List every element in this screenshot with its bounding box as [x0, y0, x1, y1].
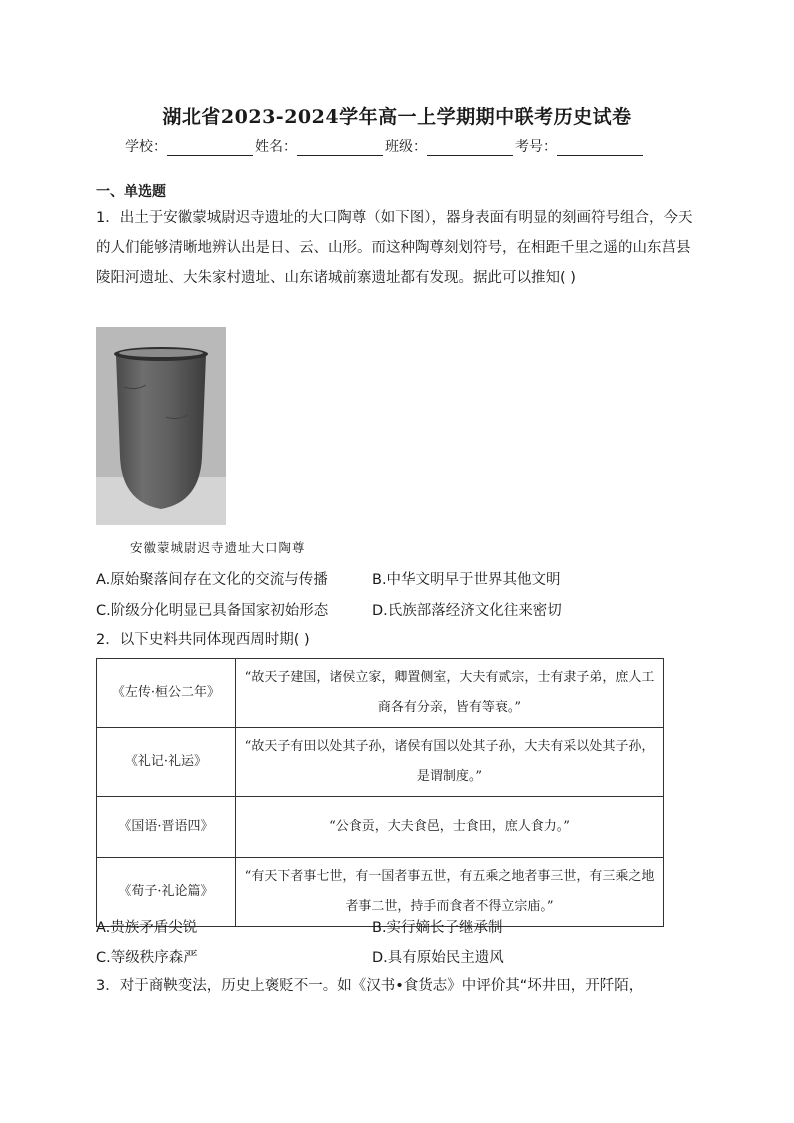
pottery-jar-photo	[96, 327, 226, 525]
table-row	[97, 797, 664, 858]
class-blank[interactable]	[427, 141, 513, 156]
q1-option-b[interactable]: B.中华文明早于世界其他文明	[372, 572, 561, 588]
photo-caption: 安徽蒙城尉迟寺遗址大口陶尊	[130, 540, 306, 555]
table-row	[97, 728, 664, 797]
question-2-text: 2．以下史料共同体现西周时期( )	[96, 632, 310, 648]
source-quote: “故天子有田以处其子孙，诸侯有国以处其子孙，大夫有采以处其子孙，是谓制度。”	[236, 728, 664, 797]
source-table	[96, 658, 664, 927]
source-quote: “公食贡，大夫食邑，士食田，庶人食力。”	[236, 797, 664, 858]
q2-option-d[interactable]: D.具有原始民主遗风	[372, 950, 504, 966]
q2-option-c[interactable]: C.等级秩序森严	[96, 950, 198, 966]
exam-no-label: 考号：	[515, 139, 557, 155]
q2-option-b[interactable]: B.实行嫡长子继承制	[372, 920, 503, 936]
student-info-line	[125, 136, 645, 156]
page-title: 湖北省2023-2024学年高一上学期期中联考历史试卷	[162, 106, 632, 128]
q2-option-a[interactable]: A.贵族矛盾尖锐	[96, 920, 198, 936]
table-row	[97, 659, 664, 728]
source-name: 《荀子·礼论篇》	[97, 858, 236, 927]
name-label: 姓名：	[255, 139, 297, 155]
question-3-text: 3．对于商鞅变法，历史上褒贬不一。如《汉书•食货志》中评价其“坏井田，开阡陌，	[96, 978, 644, 994]
q1-option-c[interactable]: C.阶级分化明显已具备国家初始形态	[96, 603, 329, 619]
pottery-jar-illustration	[96, 327, 226, 525]
school-label: 学校：	[125, 139, 167, 155]
question-1-text: 1．出土于安徽蒙城尉迟寺遗址的大口陶尊（如下图），器身表面有明显的刻画符号组合，今天的人们能够清晰地辨认出是日、云、山形。而这种陶尊刻划符号，在相距千里之遥的山东莒县陵阳河遗址、大朱家村遗址、山东诸城前寨遗址都有发现。据此可以推知( )	[96, 210, 693, 286]
class-label: 班级：	[385, 139, 427, 155]
school-blank[interactable]	[167, 141, 253, 156]
q1-option-d[interactable]: D.氏族部落经济文化往来密切	[372, 603, 562, 619]
source-name: 《礼记·礼运》	[97, 728, 236, 797]
source-name: 《国语·晋语四》	[97, 797, 236, 858]
source-quote: “有天下者事七世，有一国者事五世，有五乘之地者事三世，有三乘之地者事二世，持手而食者不得立宗庙。”	[236, 858, 664, 927]
section-heading: 一、单选题	[96, 184, 166, 200]
exam-no-blank[interactable]	[557, 141, 643, 156]
source-quote: “故天子建国，诸侯立家，卿置侧室，大夫有贰宗，士有隶子弟，庶人工商各有分亲，皆有等衰。”	[236, 659, 664, 728]
source-name: 《左传·桓公二年》	[97, 659, 236, 728]
name-blank[interactable]	[297, 141, 383, 156]
q1-option-a[interactable]: A.原始聚落间存在文化的交流与传播	[96, 572, 328, 588]
